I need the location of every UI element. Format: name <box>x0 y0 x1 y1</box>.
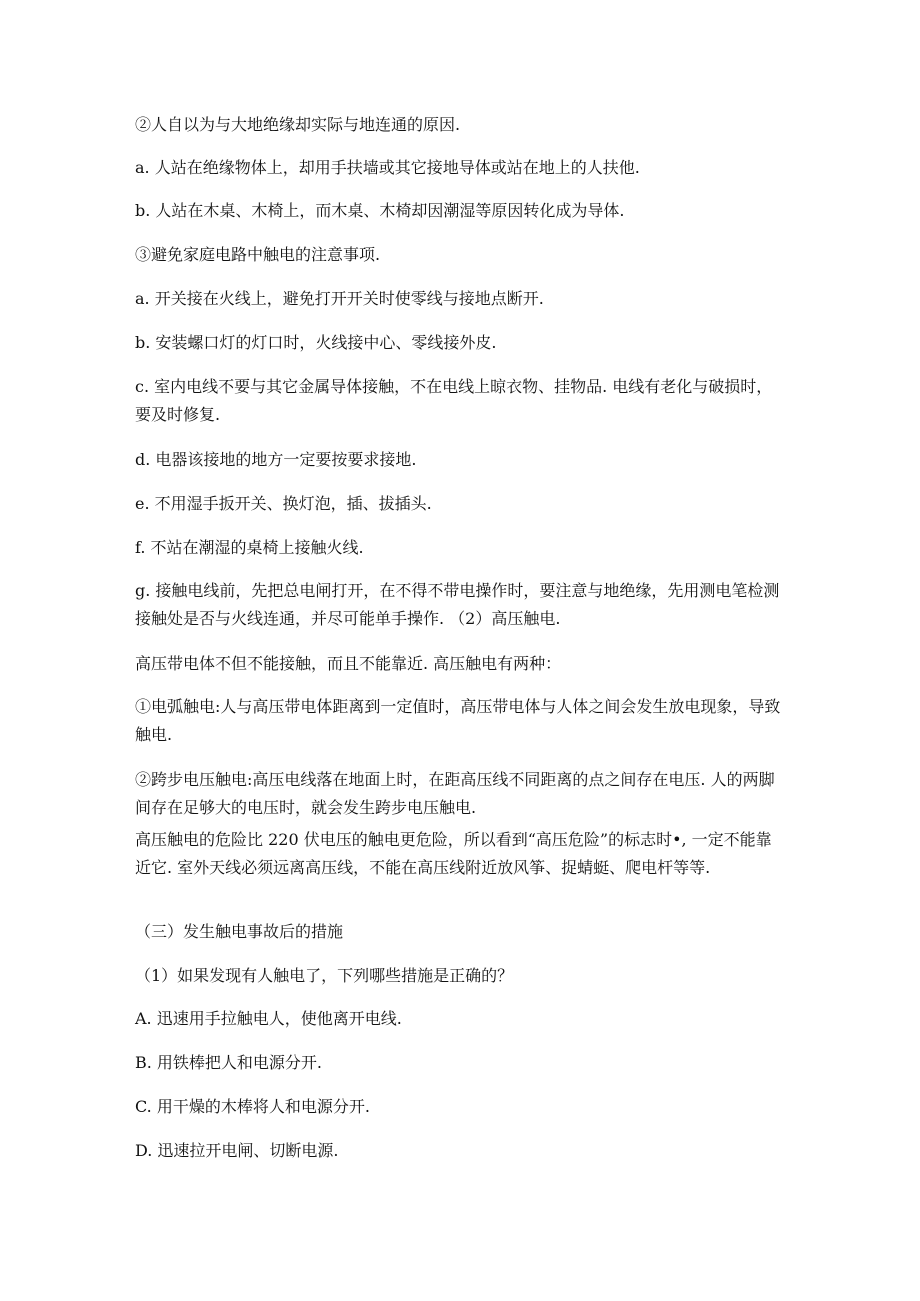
paragraph-precaution-f: f. 不站在潮湿的桌椅上接触火线. <box>135 538 364 557</box>
paragraph-precaution-d: d. 电器该接地的地方一定要按要求接地. <box>135 450 417 469</box>
paragraph-step-voltage: ②跨步电压触电:高压电线落在地面上时，在距高压线不同距离的点之间存在电压. 人的两脚间存在足够大的电压时，就会发生跨步电压触电. <box>135 770 775 817</box>
option-d: D. 迅速拉开电闸、切断电源. <box>135 1141 339 1160</box>
paragraph-cause-a: a. 人站在绝缘物体上，却用手扶墙或其它接地导体或站在地上的人扶他. <box>135 158 640 177</box>
option-a: A. 迅速用手拉触电人，使他离开电线. <box>135 1009 402 1028</box>
question-heading: （1）如果发现有人触电了，下列哪些措施是正确的？ <box>135 966 514 985</box>
option-c: C. 用干燥的木棒将人和电源分开. <box>135 1097 370 1116</box>
paragraph-cause-b: b. 人站在木桌、木椅上，而木桌、木椅却因潮湿等原因转化成为导体. <box>135 201 625 220</box>
paragraph-cause-heading: ②人自以为与大地绝缘却实际与地连通的原因. <box>135 115 461 134</box>
paragraph-precaution-g: g. 接触电线前，先把总电闸打开，在不得不带电操作时，要注意与地绝缘，先用测电笔检测接触处是否与火线连通，并尽可能单手操作. （2）高压触电. <box>135 581 780 628</box>
paragraph-precaution-c: c. 室内电线不要与其它金属导体接触，不在电线上晾衣物、挂物品. 电线有老化与破损时，要及时修复. <box>135 377 773 424</box>
paragraph-high-voltage-intro: 高压带电体不但不能接触，而且不能靠近. 高压触电有两种： <box>135 654 562 673</box>
paragraph-precaution-a: a. 开关接在火线上，避免打开开关时使零线与接地点断开. <box>135 289 544 308</box>
option-b: B. 用铁棒把人和电源分开. <box>135 1053 323 1072</box>
section-heading-measures: （三）发生触电事故后的措施 <box>135 922 344 941</box>
paragraph-high-voltage-danger: 高压触电的危险比 220 伏电压的触电更危险，所以看到“高压危险”的标志时•, 一定不能靠近它. 室外天线必须远离高压线，不能在高压线附近放风筝、捉蜻蜓、爬电杆等等. <box>135 830 772 877</box>
paragraph-precautions-heading: ③避免家庭电路中触电的注意事项. <box>135 245 381 264</box>
paragraph-precaution-b: b. 安装螺口灯的灯口时，火线接中心、零线接外皮. <box>135 333 497 352</box>
paragraph-arc-shock: ①电弧触电:人与高压带电体距离到一定值时，高压带电体与人体之间会发生放电现象，导致触电. <box>135 697 781 744</box>
paragraph-precaution-e: e. 不用湿手扳开关、换灯泡，插、拔插头. <box>135 494 432 513</box>
